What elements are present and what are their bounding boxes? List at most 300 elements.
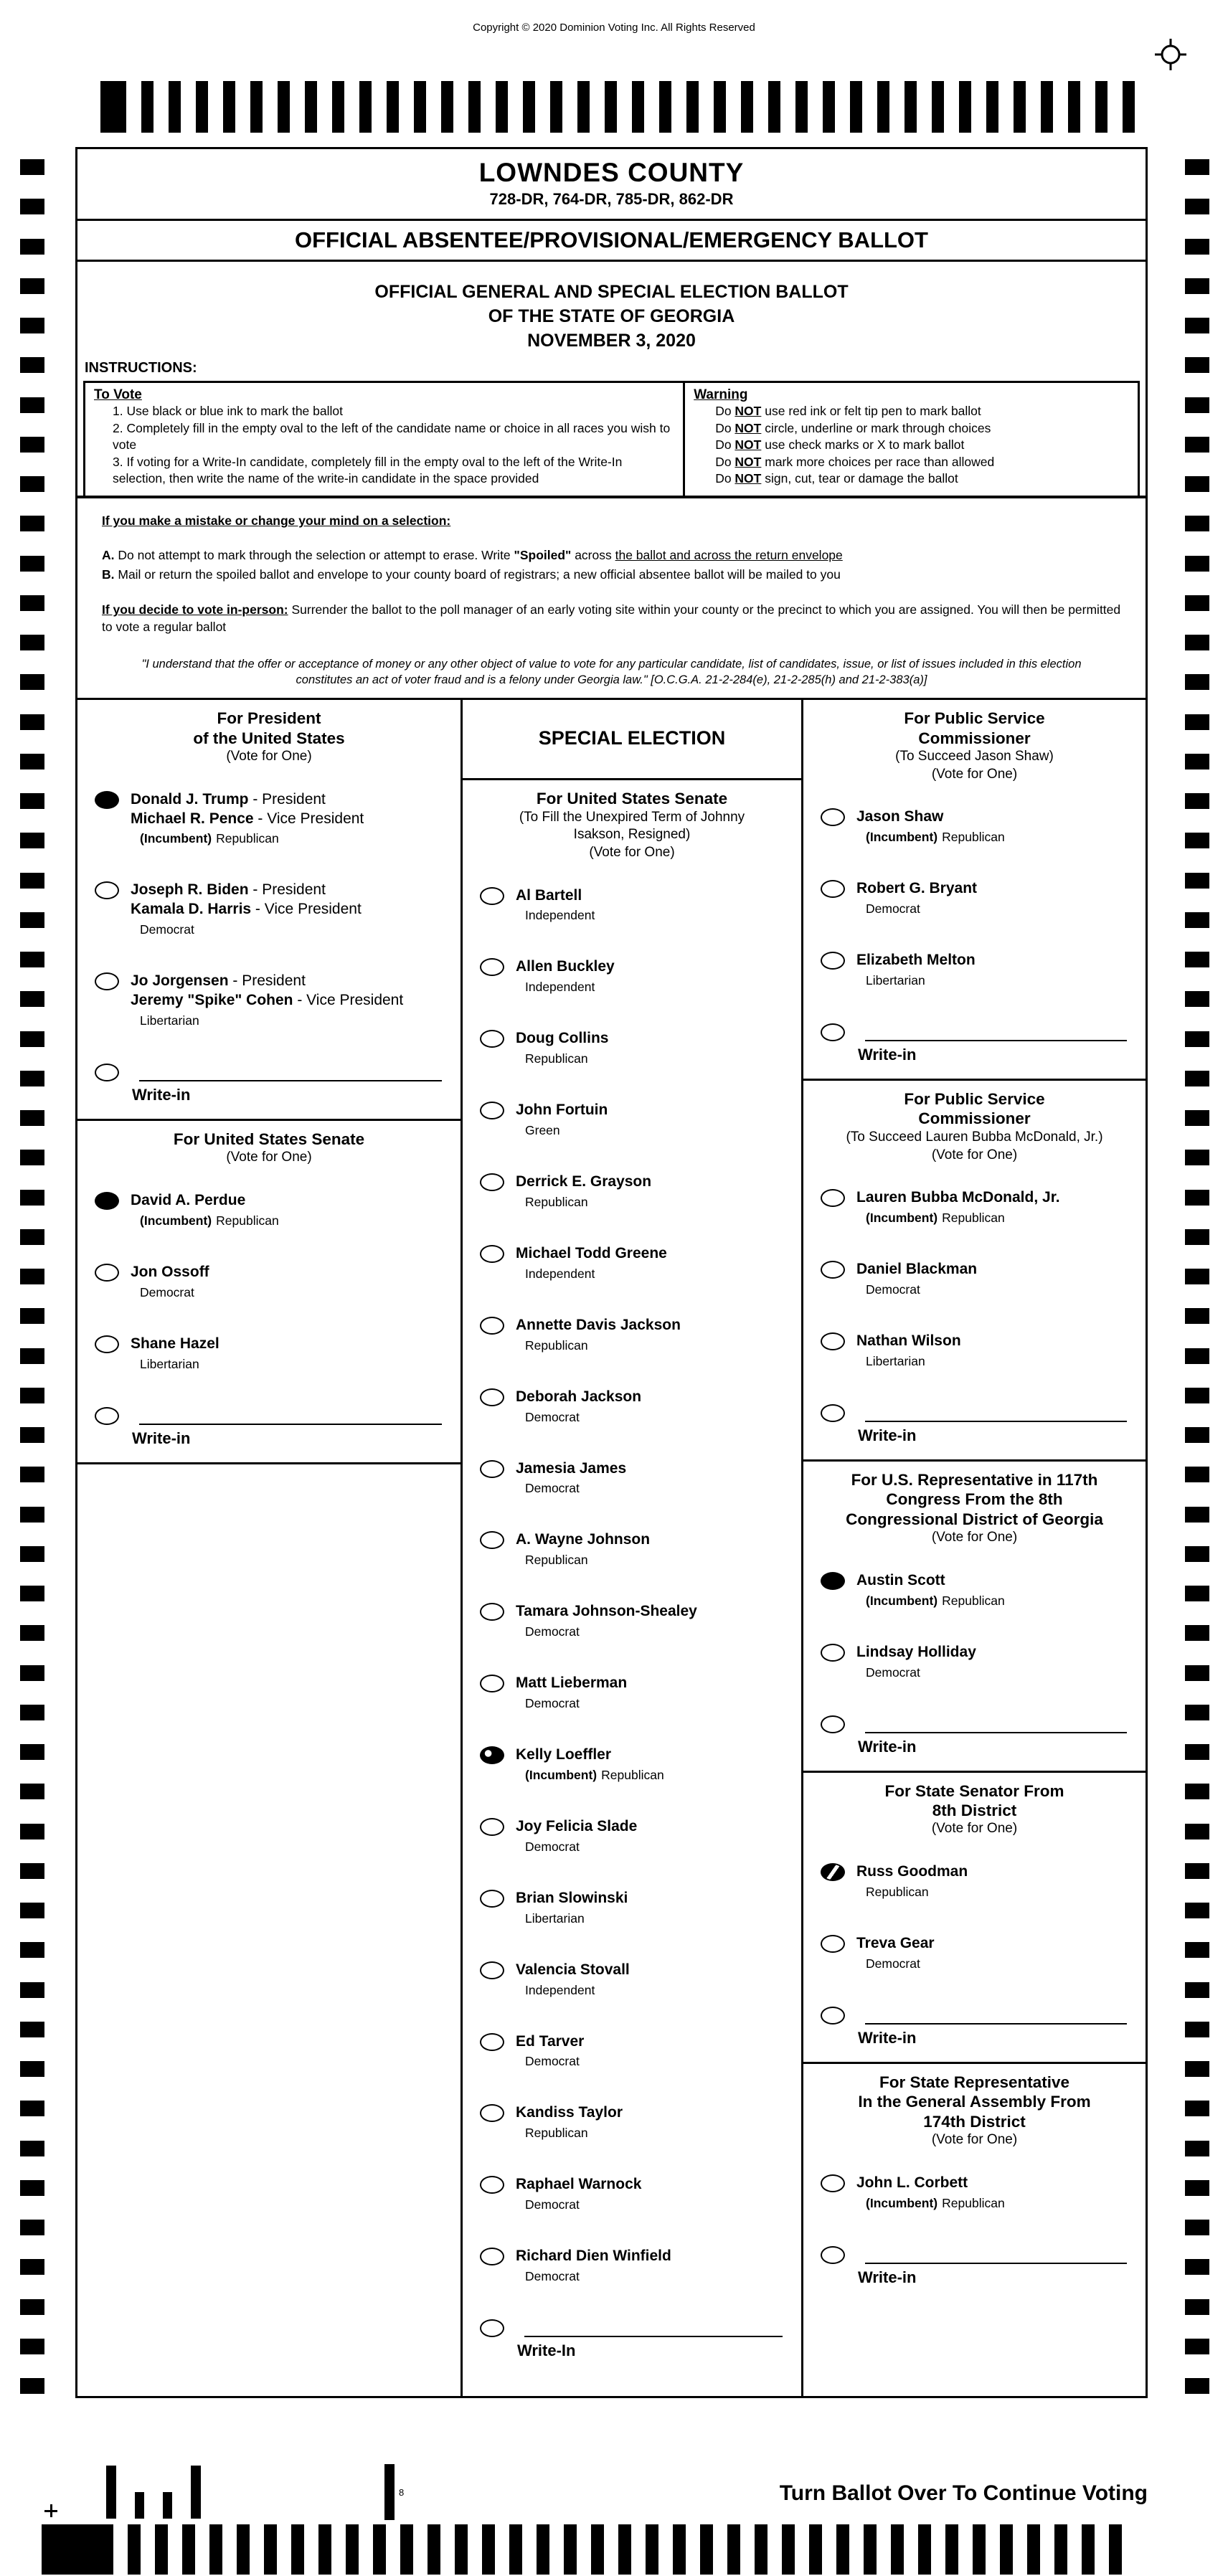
candidate-name: Jon Ossoff: [131, 1263, 209, 1280]
contest-columns: [77, 698, 1146, 2396]
timing-square: [1185, 991, 1209, 1007]
timing-square: [20, 1071, 44, 1086]
candidate-oval[interactable]: [480, 1531, 504, 1549]
candidate-oval[interactable]: [95, 1192, 119, 1210]
candidate-row: [803, 1862, 1146, 1900]
timing-square: [1185, 2180, 1209, 2196]
candidate-oval[interactable]: [480, 887, 504, 905]
candidate-name: Raphael Warnock: [516, 2176, 642, 2193]
timing-bar: [169, 81, 181, 133]
candidate-name-lines: [516, 2247, 671, 2266]
candidate-name: Jeremy "Spike" Cohen - Vice President: [131, 992, 404, 1009]
timing-bar: [891, 2524, 904, 2575]
candidate-party: (Incumbent) Republican: [866, 1211, 1005, 1226]
contest-title-line: For U.S. Representative in 117th: [851, 1470, 1098, 1489]
timing-bar: [509, 2524, 522, 2575]
timing-square: [1185, 1586, 1209, 1601]
timing-square: [20, 1031, 44, 1047]
timing-bar: [945, 2524, 958, 2575]
candidate-oval[interactable]: [821, 1644, 845, 1662]
timing-square: [1185, 1190, 1209, 1206]
candidate-party: (Incumbent) Republican: [866, 2195, 1005, 2210]
candidate-name-lines: [131, 1263, 209, 1282]
candidate-oval[interactable]: [821, 1332, 845, 1350]
write-in-line[interactable]: [865, 1023, 1127, 1041]
timing-square: [20, 1625, 44, 1641]
timing-bar: [1068, 81, 1080, 133]
candidate-oval[interactable]: [480, 1603, 504, 1621]
candidate-party: Libertarian: [866, 1353, 925, 1368]
timing-square: [1185, 278, 1209, 294]
ballot-body: [75, 147, 1148, 2398]
candidate-name: Deborah Jackson: [516, 1388, 642, 1405]
timing-bar: [686, 81, 699, 133]
contest-title-line: In the General Assembly From: [858, 2093, 1091, 2111]
candidate-name: Austin Scott: [856, 1571, 945, 1588]
timing-square: [20, 1150, 44, 1165]
timing-square: [20, 1665, 44, 1681]
contest-title-line: For Public Service: [904, 709, 1045, 728]
candidate-name: Kamala D. Harris - Vice President: [131, 901, 362, 918]
write-in-row: [77, 1406, 461, 1425]
candidate-list: [803, 1862, 1146, 1971]
candidate-oval[interactable]: [480, 1173, 504, 1191]
write-in-row: [463, 2319, 801, 2337]
timing-square: [20, 2061, 44, 2077]
candidate-row: [463, 1101, 801, 1138]
candidate-party: Libertarian: [140, 1356, 199, 1371]
contest: [803, 1462, 1146, 1773]
candidate-name-lines: [856, 951, 976, 970]
timing-square: [20, 2180, 44, 2196]
timing-square: [20, 714, 44, 730]
timing-bar: [1095, 81, 1107, 133]
candidate-name: Doug Collins: [516, 1030, 609, 1047]
candidate-row: [803, 1934, 1146, 1971]
timing-bar: [700, 2524, 713, 2575]
contest-qualifier-line: (To Fill the Unexpired Term of Johnny: [519, 809, 745, 825]
warning-list: [694, 403, 1129, 487]
candidate-oval[interactable]: [480, 2033, 504, 2051]
candidate-name-lines: [131, 972, 403, 1010]
to-vote-panel: [85, 383, 685, 496]
timing-square: [1185, 2141, 1209, 2156]
candidate-row: [463, 1029, 801, 1066]
candidate-name-lines: [856, 1260, 977, 1279]
timing-bar: [741, 81, 753, 133]
timing-bar: [400, 2524, 413, 2575]
write-in-line[interactable]: [524, 2319, 783, 2337]
candidate-row: [463, 1674, 801, 1711]
timing-bar: [877, 81, 889, 133]
timing-square: [1185, 239, 1209, 255]
write-in-oval[interactable]: [821, 2246, 845, 2264]
write-in-label: Write-in: [858, 1045, 917, 1064]
candidate-row: [463, 1530, 801, 1568]
candidate-oval[interactable]: [480, 1961, 504, 1979]
write-in-label: Write-in: [858, 1737, 917, 1756]
to-vote-item: 3. If voting for a Write-In candidate, completely fill in the empty oval to the left of the Write-In selection, then write the name of the write-in candidate in the space provided: [113, 454, 623, 486]
timing-bar: [455, 2524, 468, 2575]
candidate-list: [803, 1571, 1146, 1680]
timing-square: [1185, 793, 1209, 809]
candidate-text: [856, 1643, 976, 1680]
candidate-oval[interactable]: [95, 972, 119, 990]
timing-bar: [468, 81, 481, 133]
timing-square: [20, 1744, 44, 1760]
timing-bar: [905, 81, 917, 133]
to-vote-list: [94, 403, 674, 487]
candidate-name-lines: [131, 1335, 219, 1354]
contest-title-line: 8th District: [932, 1801, 1017, 1820]
contest-title-line: For State Senator From: [884, 1781, 1064, 1800]
candidate-text: [856, 1571, 1005, 1609]
candidate-party: (Incumbent) Republican: [866, 1593, 1005, 1608]
candidate-party: Republican: [525, 2126, 588, 2141]
candidate-row: [803, 1188, 1146, 1226]
candidate-text: [856, 1260, 977, 1297]
candidate-text: [516, 2175, 641, 2212]
candidate-oval[interactable]: [480, 1030, 504, 1048]
candidate-name: John Fortuin: [516, 1102, 608, 1119]
candidate-text: [516, 1674, 627, 1711]
candidate-oval[interactable]: [821, 2174, 845, 2192]
candidate-name: Jason Shaw: [856, 808, 944, 825]
warning-item: Do NOT use check marks or X to mark ballot: [715, 437, 965, 453]
candidate-name: Joy Felicia Slade: [516, 1817, 638, 1834]
candidate-oval[interactable]: [821, 880, 845, 898]
candidate-oval[interactable]: [480, 2248, 504, 2265]
candidate-oval[interactable]: [821, 1261, 845, 1279]
candidate-name-lines: [516, 1029, 609, 1048]
candidate-text: [516, 1173, 651, 1210]
candidate-name: Derrick E. Grayson: [516, 1173, 652, 1190]
candidate-name-lines: [516, 2103, 623, 2123]
timing-bar: [836, 2524, 849, 2575]
timing-square: [20, 1942, 44, 1958]
candidate-row: [803, 2174, 1146, 2211]
candidate-oval[interactable]: [480, 1460, 504, 1478]
candidate-list: [77, 790, 461, 1028]
candidate-oval[interactable]: [480, 1890, 504, 1908]
candidate-name: Michael R. Pence - Vice President: [131, 810, 364, 827]
candidate-party: Democrat: [525, 2054, 580, 2069]
candidate-text: [856, 1862, 968, 1900]
candidate-party: Democrat: [866, 901, 920, 917]
candidate-name-lines: [856, 1934, 935, 1954]
timing-square: [1185, 1625, 1209, 1641]
timing-square: [20, 1110, 44, 1126]
timing-square: [20, 2101, 44, 2116]
candidate-text: [516, 2103, 623, 2141]
timing-square: [20, 1705, 44, 1720]
write-in-line[interactable]: [139, 1063, 442, 1081]
candidate-text: [856, 1332, 961, 1369]
timing-bar: [959, 81, 971, 133]
timing-bar: [973, 2524, 986, 2575]
timing-square: [1185, 635, 1209, 650]
candidate-name-lines: [516, 1961, 630, 1980]
candidate-name: Kandiss Taylor: [516, 2104, 623, 2121]
candidate-name-lines: [856, 1862, 968, 1882]
candidate-row: [803, 951, 1146, 988]
to-vote-item: 2. Completely fill in the empty oval to the left of the candidate name or choice in all races you wish to vote: [113, 420, 671, 453]
contest-title: [463, 780, 801, 808]
candidate-oval[interactable]: [480, 1388, 504, 1406]
timing-bar: [932, 81, 944, 133]
timing-square: [1185, 2022, 1209, 2037]
candidate-oval[interactable]: [821, 952, 845, 970]
timing-square: [20, 2141, 44, 2156]
candidate-name: Daniel Blackman: [856, 1261, 978, 1278]
candidate-party: (Incumbent) Republican: [140, 831, 279, 846]
timing-square: [20, 873, 44, 889]
write-in-oval[interactable]: [821, 1404, 845, 1422]
timing-square: [20, 912, 44, 928]
candidate-party: Democrat: [525, 1696, 580, 1711]
timing-bar: [809, 2524, 822, 2575]
candidate-row: [803, 1571, 1146, 1609]
write-in-oval[interactable]: [821, 1023, 845, 1041]
candidate-party: Republican: [525, 1337, 588, 1353]
candidate-oval[interactable]: [95, 881, 119, 899]
write-in-oval[interactable]: [95, 1407, 119, 1425]
candidate-text: [131, 881, 362, 937]
candidate-oval[interactable]: [821, 1189, 845, 1207]
timing-square: [20, 1388, 44, 1403]
contest-title-line: For State Representative: [879, 2073, 1070, 2091]
timing-bar: [1041, 81, 1053, 133]
election-subtitle: [77, 262, 1146, 353]
contest-title: [803, 2064, 1146, 2131]
contest-title-line: Commissioner: [918, 729, 1031, 747]
timing-square: [1185, 1744, 1209, 1760]
candidate-text: [516, 2247, 671, 2284]
candidate-party: Democrat: [140, 1284, 194, 1299]
timing-square: [1185, 556, 1209, 572]
candidate-row: [803, 808, 1146, 845]
candidate-row: [77, 881, 461, 937]
instructions-label: INSTRUCTIONS:: [85, 360, 197, 377]
candidate-party: (Incumbent) Republican: [866, 830, 1005, 845]
candidate-name-lines: [856, 1332, 961, 1351]
vote-for-instruction: (Vote for One): [931, 1147, 1018, 1162]
timing-square: [1185, 1705, 1209, 1720]
candidate-oval[interactable]: [821, 1572, 845, 1590]
write-in-label: Write-In: [517, 2341, 576, 2360]
candidate-name: Matt Lieberman: [516, 1675, 628, 1692]
warning-panel: [685, 383, 1138, 496]
mistake-item-b: B. Mail or return the spoiled ballot and envelope to your county board of registrars; a new official absentee ballot will be mailed to you: [102, 567, 841, 582]
candidate-name: Robert G. Bryant: [856, 880, 978, 897]
special-election-banner: SPECIAL ELECTION: [463, 700, 801, 780]
candidate-name: A. Wayne Johnson: [516, 1531, 651, 1548]
contest-title: [77, 1121, 461, 1149]
write-in-oval[interactable]: [480, 2319, 504, 2337]
timing-bar: [128, 2524, 141, 2575]
candidate-oval[interactable]: [480, 1675, 504, 1692]
candidate-oval[interactable]: [821, 1935, 845, 1953]
candidate-list: [803, 2174, 1146, 2211]
timing-square: [1185, 1863, 1209, 1879]
candidate-oval[interactable]: [95, 791, 119, 809]
write-in-oval[interactable]: [821, 2007, 845, 2025]
to-vote-title: To Vote: [94, 387, 142, 403]
candidate-name: Shane Hazel: [131, 1335, 219, 1352]
candidate-text: [516, 2032, 584, 2070]
write-in-oval[interactable]: [821, 1715, 845, 1733]
candidate-oval[interactable]: [95, 1335, 119, 1353]
county-name: LOWNDES COUNTY: [478, 158, 745, 187]
ballot-title: OFFICIAL ABSENTEE/PROVISIONAL/EMERGENCY BALLOT: [77, 221, 1146, 262]
candidate-row: [463, 1173, 801, 1210]
candidate-oval[interactable]: [480, 1102, 504, 1119]
write-in-line[interactable]: [865, 2245, 1127, 2264]
timing-square: [20, 2299, 44, 2315]
candidate-text: [131, 1335, 219, 1372]
candidate-name: Michael Todd Greene: [516, 1244, 667, 1261]
candidate-text: [131, 972, 403, 1028]
candidate-row: [463, 1961, 801, 1998]
write-in-line[interactable]: [139, 1406, 442, 1425]
timing-bar: [209, 2524, 222, 2575]
timing-bar: [673, 2524, 686, 2575]
timing-bar: [1123, 81, 1135, 133]
timing-bar: [387, 81, 399, 133]
election-date: NOVEMBER 3, 2020: [527, 330, 696, 351]
candidate-party: Democrat: [866, 1282, 920, 1297]
vote-for-instruction: (Vote for One): [589, 844, 675, 860]
timing-square: [1185, 1507, 1209, 1523]
write-in-row: [803, 1403, 1146, 1422]
timing-bar: [768, 81, 780, 133]
timing-bar: [605, 81, 617, 133]
candidate-party: Republican: [525, 1051, 588, 1066]
timing-square: [1185, 2299, 1209, 2315]
warning-title: Warning: [694, 387, 748, 403]
contest: [77, 700, 461, 1121]
timing-bar: [523, 81, 535, 133]
timing-bar: [496, 81, 508, 133]
timing-bar: [646, 2524, 658, 2575]
timing-bar: [182, 2524, 195, 2575]
candidate-row: [77, 790, 461, 847]
candidate-name-lines: [516, 1674, 627, 1693]
timing-square: [20, 437, 44, 453]
timing-square: [1185, 2259, 1209, 2275]
write-in-label: Write-in: [858, 1426, 917, 1444]
candidate-oval[interactable]: [480, 1317, 504, 1335]
candidate-row: [463, 957, 801, 995]
candidate-oval[interactable]: [821, 808, 845, 826]
warning-item: Do NOT mark more choices per race than allowed: [715, 454, 995, 469]
candidate-name-lines: [131, 1191, 279, 1211]
candidate-party: Libertarian: [866, 972, 925, 988]
candidate-name: Joseph R. Biden - President: [131, 881, 326, 899]
candidate-oval[interactable]: [95, 1264, 119, 1282]
timing-square: [20, 635, 44, 650]
candidate-oval[interactable]: [480, 958, 504, 976]
timing-bar: [1014, 81, 1026, 133]
timing-bar: [482, 2524, 495, 2575]
timing-square: [20, 1586, 44, 1601]
timing-bar: [577, 81, 590, 133]
timing-square: [20, 476, 44, 492]
timing-bar: [714, 81, 726, 133]
candidate-text: [516, 1029, 609, 1066]
candidate-name: John L. Corbett: [856, 2174, 968, 2191]
candidate-oval[interactable]: [821, 1863, 845, 1881]
candidate-name-lines: [516, 1388, 641, 1407]
candidate-oval[interactable]: [480, 1818, 504, 1836]
timing-square: [1185, 595, 1209, 611]
timing-square: [20, 1269, 44, 1284]
candidate-oval[interactable]: [480, 1746, 504, 1764]
timing-square: [1185, 2101, 1209, 2116]
candidate-row: [463, 1459, 801, 1497]
candidate-row: [463, 886, 801, 924]
contest-title-line: Commissioner: [918, 1109, 1031, 1128]
candidate-name-lines: [856, 1188, 1060, 1208]
copyright-text: Copyright © 2020 Dominion Voting Inc. All Rights Reserved: [473, 22, 755, 34]
timing-square: [1185, 1427, 1209, 1443]
candidate-name: Tamara Johnson-Shealey: [516, 1603, 697, 1620]
contest-title-line: For United States Senate: [173, 1130, 365, 1148]
candidate-row: [463, 2175, 801, 2212]
timing-square: [1185, 754, 1209, 770]
timing-bar: [318, 2524, 331, 2575]
write-in-oval[interactable]: [95, 1064, 119, 1081]
write-in-row: [803, 1023, 1146, 1041]
candidate-party: Democrat: [525, 1839, 580, 1854]
timing-square: [1185, 1942, 1209, 1958]
timing-marks-top: [100, 81, 1155, 133]
write-in-line[interactable]: [865, 1715, 1127, 1733]
candidate-text: [516, 1961, 630, 1998]
timing-square: [20, 199, 44, 214]
candidate-oval[interactable]: [480, 2176, 504, 2194]
timing-square: [20, 278, 44, 294]
timing-marks-bottom: [42, 2524, 1191, 2575]
candidate-text: [516, 1889, 628, 1926]
timing-square: [1185, 1784, 1209, 1799]
timing-square: [1185, 476, 1209, 492]
timing-square: [1185, 397, 1209, 413]
candidate-row: [77, 1263, 461, 1300]
write-in-line[interactable]: [865, 1403, 1127, 1422]
to-vote-item: 1. Use black or blue ink to mark the ballot: [113, 404, 343, 419]
write-in-line[interactable]: [865, 2006, 1127, 2025]
contest-qualifier-line: (To Succeed Jason Shaw): [895, 748, 1054, 764]
contest: [463, 780, 801, 2396]
candidate-party: Libertarian: [525, 1910, 585, 1926]
timing-square: [1185, 674, 1209, 690]
candidate-oval[interactable]: [480, 2104, 504, 2122]
candidate-name: Lindsay Holliday: [856, 1643, 976, 1660]
candidate-text: [856, 879, 977, 917]
candidate-text: [856, 1934, 935, 1971]
vote-for-instruction: (Vote for One): [226, 748, 312, 764]
candidate-text: [516, 1817, 637, 1855]
candidate-party: Green: [525, 1123, 560, 1138]
candidate-oval[interactable]: [480, 1245, 504, 1263]
timing-square: [1185, 1229, 1209, 1245]
candidate-name-lines: [516, 886, 595, 906]
contest-qualifier-line: Isakson, Resigned): [573, 827, 691, 843]
timing-bar: [291, 2524, 304, 2575]
candidate-name: Jamesia James: [516, 1459, 627, 1477]
candidate-row: [463, 2103, 801, 2141]
